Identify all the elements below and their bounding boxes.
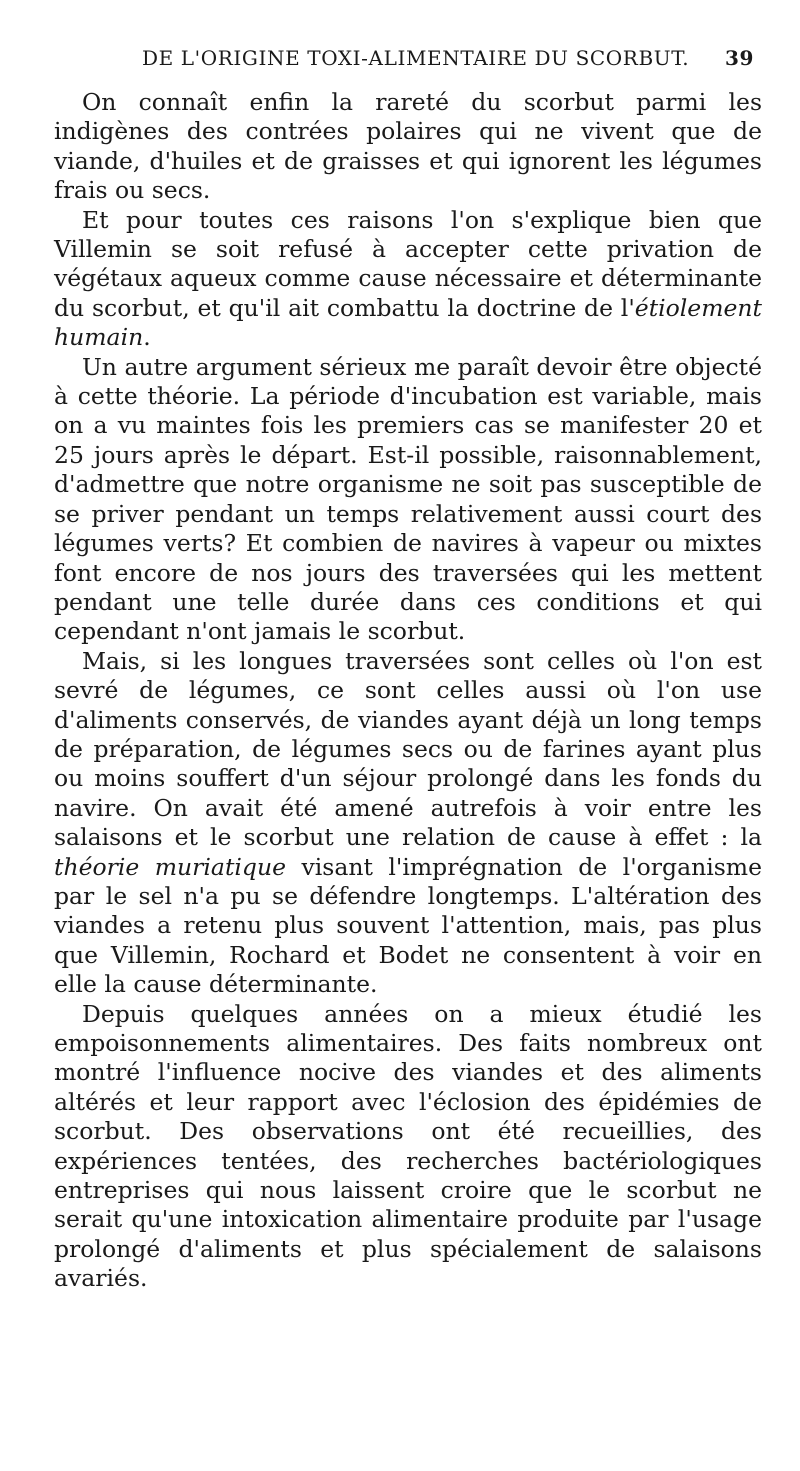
paragraph-empoisonnements [54, 1000, 762, 1294]
page-number: 39 [724, 46, 754, 70]
paragraph-text: Un autre argument sérieux me paraît devoir être objecté à cette théorie. La période d'incubation est variable, mais on a vu maintes fois les premiers cas se manifester 20 et 25 jours après le départ. Est-il possible, raisonnablement, d'admettre que notre organisme ne soit pas susceptible de se priver pendant un temps relativement aussi court des légumes verts? Et combien de navires à vapeur ou mixtes font encore de nos jours des traversées qui les mettent pendant une telle durée dans ces conditions et qui cependant n'ont jamais le scorbut. [54, 352, 762, 646]
paragraph-text: visant l'imprégnation de l'organisme par le sel n'a pu se défendre longtemps. L'altération des viandes a retenu plus souvent l'attention, mais, pas plus que Villemin, Rochard et Bodet ne consentent à voir en elle la cause déterminante. [54, 852, 763, 999]
running-header [142, 46, 754, 76]
paragraph-text: Et pour toutes ces raisons l'on s'explique bien que Villemin se soit refusé à accepter cette privation de végétaux aqueux comme cause nécessaire et déterminante du scorbut, et qu'il ait combattu la doctrine de l' [54, 205, 762, 322]
paragraph-salaisons [54, 647, 762, 1000]
paragraph-villemin [54, 206, 762, 353]
italic-term: théorie muriatique [54, 852, 286, 881]
paragraph-text: On connaît enfin la rareté du scorbut parmi les indigènes des contrées polaires qui ne vivent que de viande, d'huiles et de graisses et qui ignorent les légumes frais ou secs. [54, 88, 762, 205]
paragraph-text: Mais, si les longues traversées sont celles où l'on est sevré de légumes, ce sont celles aussi où l'on use d'aliments conservés, de viandes ayant déjà un long temps de préparation, de légumes secs ou de farines ayant plus ou moins souffert d'un séjour prolongé dans les fonds du navire. On avait été amené autrefois à voir entre les salaisons et le scorbut une relation de cause à effet : la [54, 646, 762, 852]
paragraph-text: . [143, 323, 151, 352]
paragraph-text: Depuis quelques années on a mieux étudié les empoisonnements alimentaires. Des faits nombreux ont montré l'influence nocive des viandes et des aliments altérés et leur rapport avec l'éclosion des épidémies de scorbut. Des observations ont été recueillies, des expériences tentées, des recherches bactériologiques entreprises qui nous laissent croire que le scorbut ne serait qu'une intoxication alimentaire produite par l'usage prolongé d'aliments et plus spécialement de salaisons avariés. [54, 999, 762, 1293]
running-title: DE L'ORIGINE TOXI-ALIMENTAIRE DU SCORBUT. [142, 46, 690, 70]
paragraph-polar-peoples [54, 88, 762, 206]
body-text [54, 88, 762, 1294]
italic-term: étiolement humain [54, 293, 762, 352]
paragraph-incubation [54, 353, 762, 647]
